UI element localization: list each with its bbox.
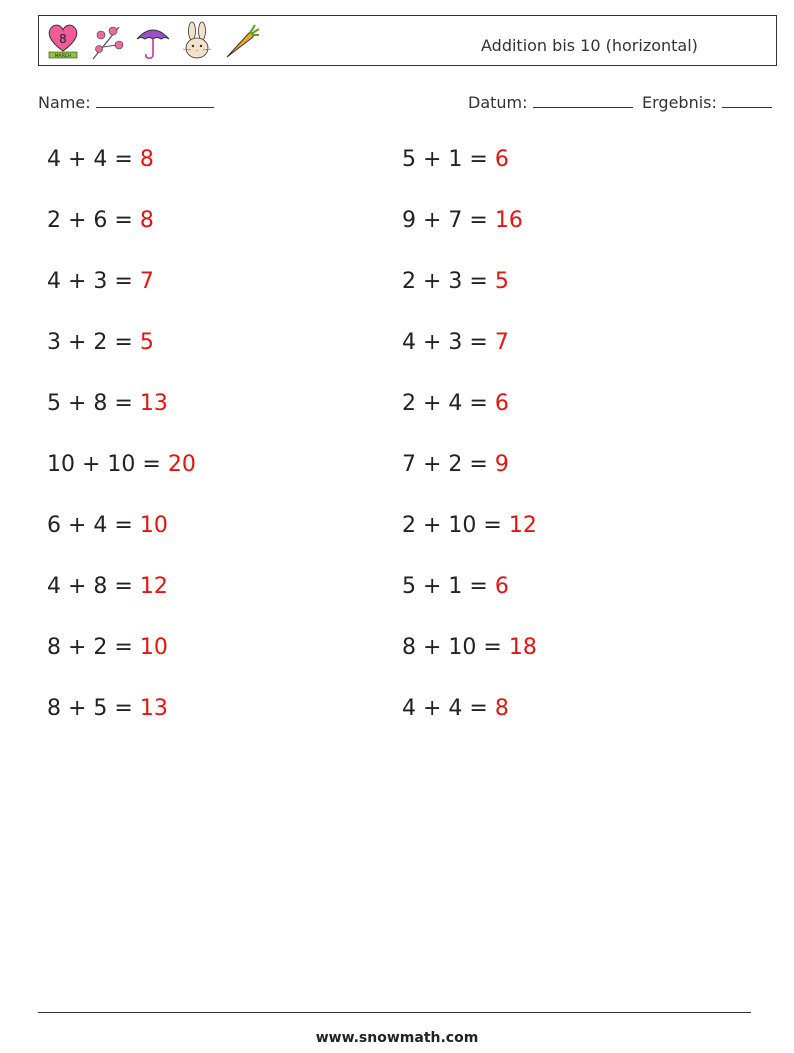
header-icons	[45, 20, 261, 62]
name-line[interactable]	[96, 93, 214, 108]
problem-answer: 13	[139, 391, 168, 416]
problem-answer: 8	[139, 147, 154, 172]
problem-answer: 5	[139, 330, 154, 355]
problem-answer: 7	[139, 269, 154, 294]
problem-answer: 8	[139, 208, 154, 233]
problem-right-10	[402, 696, 509, 721]
problem-question: 9 + 7 =	[402, 208, 495, 233]
name-field[interactable]	[38, 93, 214, 112]
problem-question: 7 + 2 =	[402, 452, 495, 477]
problem-answer: 6	[494, 391, 509, 416]
footer-divider	[38, 1012, 751, 1013]
problem-answer: 18	[508, 635, 537, 660]
page-title: Addition bis 10 (horizontal)	[481, 36, 698, 55]
badge-text: MARCH	[54, 54, 72, 59]
carrot-icon	[223, 21, 261, 61]
name-label: Name:	[38, 93, 91, 112]
problem-left-5	[47, 391, 168, 416]
problem-answer: 8	[494, 696, 509, 721]
problem-answer: 16	[494, 208, 523, 233]
problem-answer: 13	[139, 696, 168, 721]
problem-answer: 10	[139, 513, 168, 538]
problem-question: 5 + 1 =	[402, 147, 495, 172]
problem-question: 2 + 10 =	[402, 513, 509, 538]
problem-right-6	[402, 452, 509, 477]
problem-question: 5 + 8 =	[47, 391, 140, 416]
date-line[interactable]	[533, 93, 633, 108]
problem-right-9	[402, 635, 537, 660]
header-box	[38, 15, 777, 66]
problem-answer: 6	[494, 574, 509, 599]
problem-answer: 12	[508, 513, 537, 538]
umbrella-icon	[135, 21, 171, 61]
problem-question: 5 + 1 =	[402, 574, 495, 599]
problem-left-9	[47, 635, 168, 660]
problem-question: 2 + 4 =	[402, 391, 495, 416]
problem-right-8	[402, 574, 509, 599]
footer-url: www.snowmath.com	[315, 1030, 479, 1046]
problem-left-3	[47, 269, 154, 294]
problem-question: 4 + 8 =	[47, 574, 140, 599]
problem-question: 4 + 4 =	[402, 696, 495, 721]
problem-question: 4 + 4 =	[47, 147, 140, 172]
problem-right-5	[402, 391, 509, 416]
problem-left-6	[47, 452, 196, 477]
problem-left-8	[47, 574, 168, 599]
result-label: Ergebnis:	[642, 93, 717, 112]
problem-question: 2 + 3 =	[402, 269, 495, 294]
problem-question: 3 + 2 =	[47, 330, 140, 355]
problem-right-1	[402, 147, 509, 172]
problem-right-3	[402, 269, 509, 294]
date-field[interactable]	[468, 93, 633, 112]
problem-left-2	[47, 208, 154, 233]
problem-question: 2 + 6 =	[47, 208, 140, 233]
problem-answer: 5	[494, 269, 509, 294]
problem-question: 4 + 3 =	[402, 330, 495, 355]
problem-right-4	[402, 330, 509, 355]
problem-right-7	[402, 513, 537, 538]
problem-right-2	[402, 208, 523, 233]
problem-question: 8 + 5 =	[47, 696, 140, 721]
problem-question: 8 + 10 =	[402, 635, 509, 660]
problem-answer: 7	[494, 330, 509, 355]
problem-left-10	[47, 696, 168, 721]
flowers-icon	[89, 21, 127, 61]
problem-left-1	[47, 147, 154, 172]
badge-number: 8	[59, 32, 67, 46]
date-label: Datum:	[468, 93, 528, 112]
problem-left-7	[47, 513, 168, 538]
heart-march-8-icon	[45, 21, 81, 61]
problem-question: 8 + 2 =	[47, 635, 140, 660]
result-field[interactable]	[642, 93, 772, 112]
problem-left-4	[47, 330, 154, 355]
problem-answer: 9	[494, 452, 509, 477]
result-line[interactable]	[722, 93, 772, 108]
problem-answer: 6	[494, 147, 509, 172]
problem-answer: 10	[139, 635, 168, 660]
problem-answer: 20	[167, 452, 196, 477]
problem-question: 10 + 10 =	[47, 452, 168, 477]
bunny-icon	[179, 21, 215, 61]
problem-answer: 12	[139, 574, 168, 599]
problem-question: 4 + 3 =	[47, 269, 140, 294]
problem-question: 6 + 4 =	[47, 513, 140, 538]
